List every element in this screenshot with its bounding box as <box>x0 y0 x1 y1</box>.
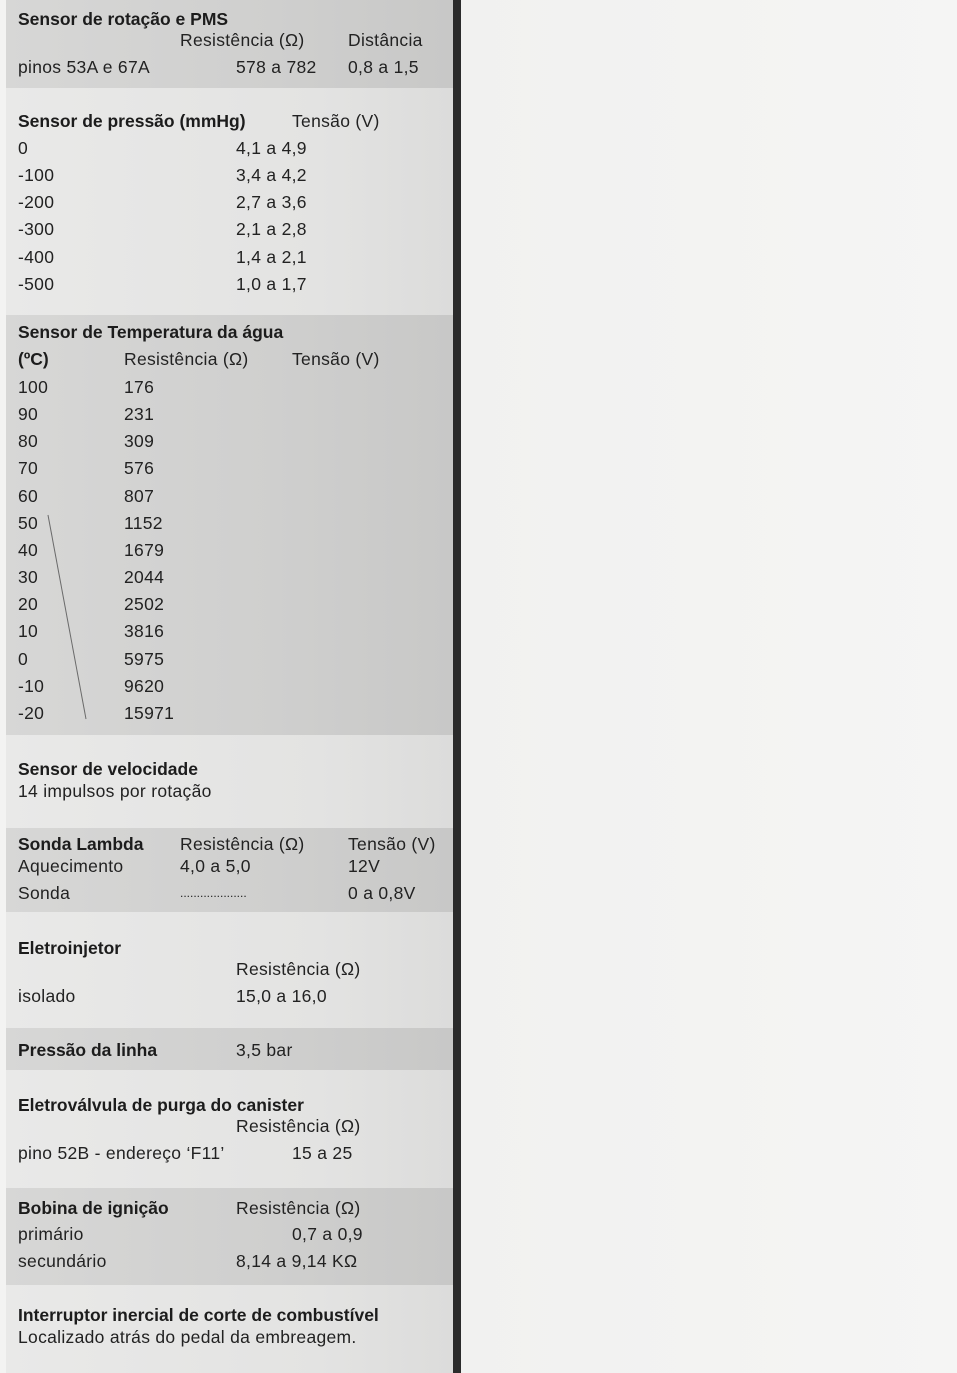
section-text: Localizado atrás do pedal da embreagem. <box>18 1327 357 1347</box>
resistance-value: 1152 <box>124 513 163 533</box>
line-pressure-value: 3,5 bar <box>236 1040 293 1060</box>
resistance-value: 576 <box>124 458 155 478</box>
temperature-value: 80 <box>18 431 39 451</box>
section-title: Sensor de velocidade <box>18 759 198 779</box>
column-header-resistance: Resistência (Ω) <box>180 30 305 50</box>
pen-stroke-mark <box>6 315 453 735</box>
row-label: secundário <box>18 1251 107 1271</box>
section-line-pressure <box>6 1028 453 1070</box>
row-label: pinos 53A e 67A <box>18 57 150 77</box>
temperature-value: 90 <box>18 404 39 424</box>
section-title: Eletroinjetor <box>18 938 122 958</box>
section-water-temperature-sensor <box>6 315 453 735</box>
column-header-temperature: (ºC) <box>18 349 49 369</box>
resistance-value: 9620 <box>124 676 165 696</box>
temperature-value: 0 <box>18 649 29 669</box>
voltage-range: 2,1 a 2,8 <box>236 219 307 239</box>
section-title: Interruptor inercial de corte de combustível <box>18 1305 379 1325</box>
column-header-resistance: Resistência (Ω) <box>236 959 361 979</box>
row-resistance: 8,14 a 9,14 KΩ <box>236 1251 358 1271</box>
row-label: primário <box>18 1224 84 1244</box>
column-header-voltage: Tensão (V) <box>292 111 380 131</box>
resistance-value: 231 <box>124 404 155 424</box>
pressure-value: 0 <box>18 138 29 158</box>
section-ignition-coil <box>6 1188 453 1285</box>
pressure-value: -100 <box>18 165 55 185</box>
voltage-range: 1,4 a 2,1 <box>236 247 307 267</box>
section-text: 14 impulsos por rotação <box>18 781 212 801</box>
row-label: pino 52B - endereço ‘F11’ <box>18 1143 225 1163</box>
row-resistance: 0,7 a 0,9 <box>292 1224 363 1244</box>
section-title: Eletroválvula de purga do canister <box>18 1095 304 1115</box>
temperature-value: -10 <box>18 676 45 696</box>
temperature-value: 10 <box>18 621 39 641</box>
resistance-value: 2502 <box>124 594 165 614</box>
resistance-value: 309 <box>124 431 155 451</box>
column-header-voltage: Tensão (V) <box>292 349 380 369</box>
voltage-range: 1,0 a 1,7 <box>236 274 307 294</box>
section-title: Sonda Lambda <box>18 834 144 854</box>
section-title: Sensor de pressão (mmHg) <box>18 111 246 131</box>
row-resistance: 578 a 782 <box>236 57 317 77</box>
row-label: Aquecimento <box>18 856 124 876</box>
section-title: Bobina de ignição <box>18 1198 169 1218</box>
row-resistance: 4,0 a 5,0 <box>180 856 251 876</box>
resistance-value: 807 <box>124 486 155 506</box>
row-label: Sonda <box>18 883 71 903</box>
section-canister-valve <box>6 1070 453 1188</box>
row-resistance-dots: .................... <box>180 886 247 900</box>
temperature-value: 20 <box>18 594 39 614</box>
resistance-value: 15971 <box>124 703 175 723</box>
temperature-value: 70 <box>18 458 39 478</box>
section-title: Sensor de Temperatura da água <box>18 322 284 342</box>
row-voltage: 0 a 0,8V <box>348 883 416 903</box>
section-speed-sensor <box>6 735 453 828</box>
section-title: Sensor de rotação e PMS <box>18 9 229 29</box>
column-header-resistance: Resistência (Ω) <box>236 1198 361 1218</box>
voltage-range: 4,1 a 4,9 <box>236 138 307 158</box>
section-inertia-switch <box>6 1285 453 1373</box>
pressure-value: -400 <box>18 247 55 267</box>
pressure-value: -300 <box>18 219 55 239</box>
spec-column <box>6 0 453 1373</box>
column-header-distance: Distância <box>348 30 423 50</box>
row-resistance: 15 a 25 <box>292 1143 353 1163</box>
row-resistance: 15,0 a 16,0 <box>236 986 327 1006</box>
temperature-value: 30 <box>18 567 39 587</box>
blank-right-area <box>461 0 957 1373</box>
temperature-value: 40 <box>18 540 39 560</box>
row-voltage: 12V <box>348 856 381 876</box>
voltage-range: 3,4 a 4,2 <box>236 165 307 185</box>
section-lambda-probe <box>6 828 453 912</box>
column-divider <box>453 0 461 1373</box>
resistance-value: 5975 <box>124 649 165 669</box>
section-injector <box>6 912 453 1028</box>
resistance-value: 2044 <box>124 567 165 587</box>
resistance-value: 3816 <box>124 621 165 641</box>
temperature-value: 50 <box>18 513 39 533</box>
column-header-resistance: Resistência (Ω) <box>124 349 249 369</box>
section-rotation-sensor <box>6 0 453 88</box>
resistance-value: 1679 <box>124 540 165 560</box>
row-distance: 0,8 a 1,5 <box>348 57 419 77</box>
row-label: isolado <box>18 986 76 1006</box>
column-header-resistance: Resistência (Ω) <box>236 1116 361 1136</box>
temperature-value: -20 <box>18 703 45 723</box>
pressure-value: -200 <box>18 192 55 212</box>
temperature-value: 60 <box>18 486 39 506</box>
temperature-value: 100 <box>18 377 49 397</box>
section-title: Pressão da linha <box>18 1040 158 1060</box>
pressure-value: -500 <box>18 274 55 294</box>
column-header-resistance: Resistência (Ω) <box>180 834 305 854</box>
section-pressure-sensor <box>6 88 453 315</box>
voltage-range: 2,7 a 3,6 <box>236 192 307 212</box>
column-header-voltage: Tensão (V) <box>348 834 436 854</box>
resistance-value: 176 <box>124 377 155 397</box>
